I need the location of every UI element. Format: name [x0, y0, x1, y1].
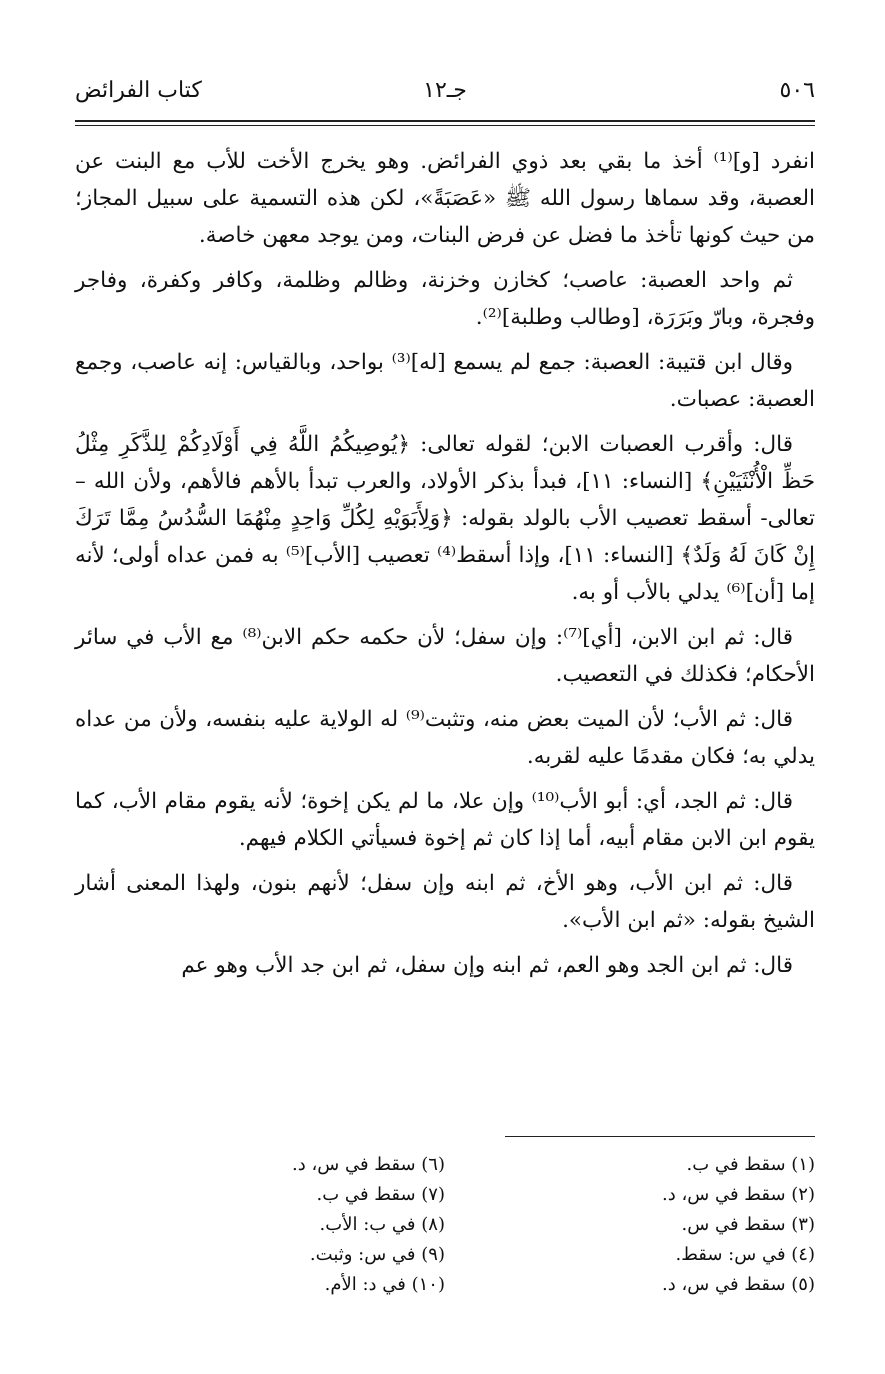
paragraph: قال: ثم الجد، أي: أبو الأب⁽¹⁰⁾ وإن علا، ما لم يكن إخوة؛ لأنه يقوم مقام الأب، كما يقوم ابن الابن مقام أبيه، أما إذا كان ثم إخوة فسيأتي الكلام فيهم.: [75, 789, 815, 851]
footnote: (١٠) في د: الأم.: [324, 1274, 445, 1295]
footnote: (٥) سقط في س، د.: [661, 1274, 815, 1295]
footnote: (١) سقط في ب.: [686, 1154, 815, 1175]
footnotes: [75, 1150, 815, 1300]
paragraph: وقال ابن قتيبة: العصبة: جمع لم يسمع [له]⁽³⁾ بواحد، وبالقياس: إنه عاصب، وجمع العصبة: عصبات.: [75, 350, 815, 412]
paragraph: قال: ثم ابن الجد وهو العم، ثم ابنه وإن سفل، ثم ابن جد الأب وهو عم: [181, 953, 793, 978]
page-number: ٥٠٦: [779, 78, 815, 103]
footnotes-column-left: [75, 1150, 445, 1300]
running-header: [75, 78, 815, 118]
footnote: (٧) سقط في ب.: [316, 1184, 445, 1205]
paragraph: قال: ثم الأب؛ لأن الميت بعض منه، وتثبت⁽⁹⁾ له الولاية عليه بنفسه، ولأن من عداه يدلي به؛ فكان مقدمًا عليه لقربه.: [75, 707, 815, 769]
footnote: (٩) في س: وثبت.: [309, 1244, 445, 1265]
paragraph: قال: ثم ابن الابن، [أي]⁽⁷⁾: وإن سفل؛ لأن حكمه حكم الابن⁽⁸⁾ مع الأب في سائر الأحكام؛ فكذلك في التعصيب.: [75, 625, 815, 687]
paragraph: ثم واحد العصبة: عاصب؛ كخازن وخزنة، وظالم وظلمة، وكافر وكفرة، وفاجر وفجرة، وبارّ وبَرَرَة، [وطالب وطلبة]⁽²⁾.: [75, 268, 815, 330]
footnote: (٣) سقط في س.: [681, 1214, 815, 1235]
paragraph: قال: ثم ابن الأب، وهو الأخ، ثم ابنه وإن سفل؛ لأنهم بنون، ولهذا المعنى أشار الشيخ بقوله: «ثم ابن الأب».: [75, 871, 815, 933]
main-text: [75, 143, 815, 992]
book-title: كتاب الفرائض: [75, 78, 202, 103]
footnotes-column-right: [445, 1150, 815, 1300]
paragraph: انفرد [و]⁽¹⁾ أخذ ما بقي بعد ذوي الفرائض. وهو يخرج الأخت للأب مع البنت عن العصبة، وقد سماها رسول الله ﷺ «عَصَبَةً»، لكن هذه التسمية على سبيل المجاز؛ من حيث كونها تأخذ ما فضل عن فرض البنات، ومن يوجد معهن خاصة.: [75, 149, 815, 248]
footnote-separator: [505, 1136, 815, 1137]
book-page: [75, 78, 815, 1295]
header-rule-thin: [75, 125, 815, 126]
footnote: (٦) سقط في س، د.: [291, 1154, 445, 1175]
footnote: (٤) في س: سقط.: [675, 1244, 815, 1265]
header-rule-thick: [75, 120, 815, 122]
footnote: (٨) في ب: الأب.: [319, 1214, 445, 1235]
volume-number: جـ١٢: [423, 78, 467, 103]
paragraph: قال: وأقرب العصبات الابن؛ لقوله تعالى: ﴿يُوصِيكُمُ اللَّهُ فِي أَوْلَادِكُمْ لِلذَّكَرِ مِثْلُ حَظِّ الْأُنْثَيَيْنِ﴾ [النساء: ١١]، فبدأ بذكر الأولاد، والعرب تبدأ بالأهم فالأهم، ولأن الله – تعالى- أسقط تعصيب الأب بالولد بقوله: ﴿وَلِأَبَوَيْهِ لِكُلِّ وَاحِدٍ مِنْهُمَا السُّدُسُ مِمَّا تَرَكَ إِنْ كَانَ لَهُ وَلَدٌ﴾ [النساء: ١١]، وإذا أسقط⁽⁴⁾ تعصيب [الأب]⁽⁵⁾ به فمن عداه أولى؛ لأنه إما [أن]⁽⁶⁾ يدلي بالأب أو به.: [75, 432, 815, 605]
footnote: (٢) سقط في س، د.: [661, 1184, 815, 1205]
